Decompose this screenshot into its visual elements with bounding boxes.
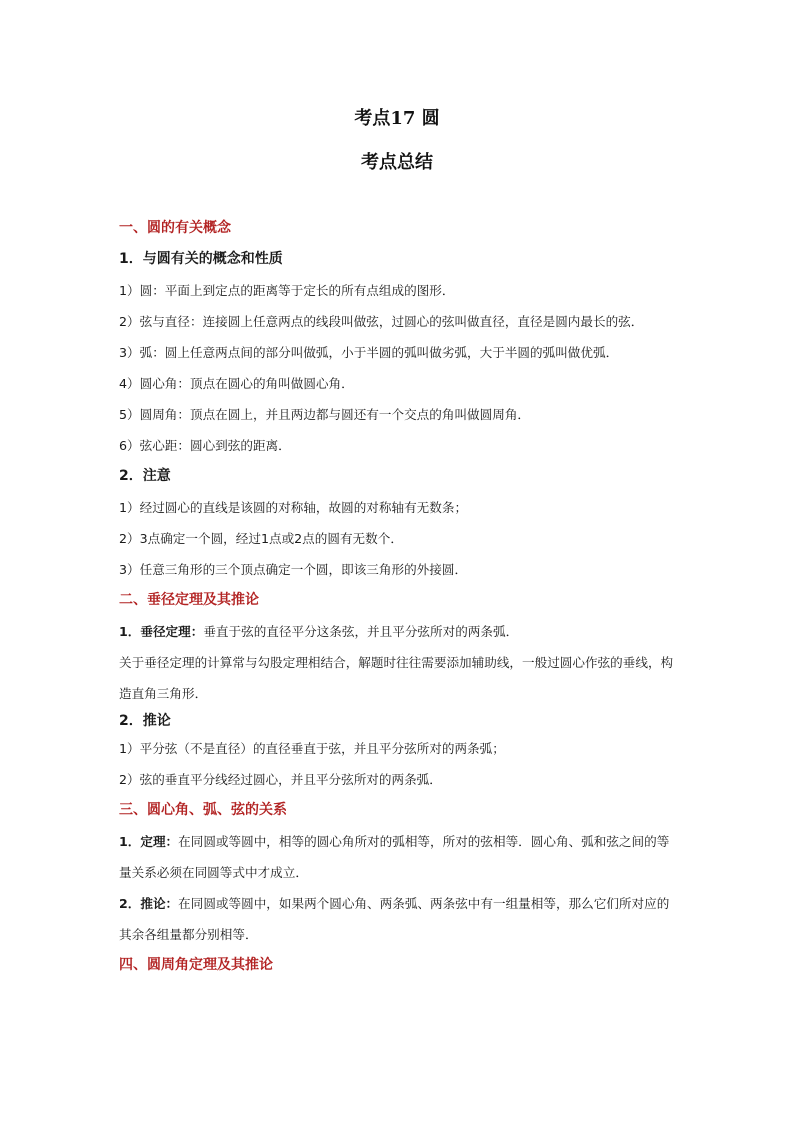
document-body [119,213,679,981]
list-item: 1）经过圆心的直线是该圆的对称轴，故圆的对称轴有无数条； [119,500,468,515]
list-item: 3）弧：圆上任意两点间的部分叫做弧，小于半圆的弧叫做劣弧，大于半圆的弧叫做优弧． [119,345,619,360]
theorem-text: 在同圆或等圆中，相等的圆心角所对的弧相等，所对的弦相等．圆心角、弧和弦之间的等量关系必须在同圆等式中才成立． [119,834,670,880]
theorem-label: 1．定理： [119,834,179,849]
subheading-concepts: 1．与圆有关的概念和性质 [119,251,283,267]
page-title: 考点17 圆 [354,108,440,129]
section-heading-4: 四、圆周角定理及其推论 [119,957,273,973]
page-subtitle: 考点总结 [361,152,433,173]
list-item: 1）平分弦（不是直径）的直径垂直于弦，并且平分弦所对的两条弧； [119,741,505,756]
corollary-text: 在同圆或等圆中，如果两个圆心角、两条弧、两条弦中有一组量相等，那么它们所对应的其余各组量都分别相等． [119,896,670,942]
subheading-corollary: 2．推论 [119,713,171,729]
list-item: 2）弦的垂直平分线经过圆心，并且平分弦所对的两条弧． [119,772,442,787]
section-heading-1: 一、圆的有关概念 [119,220,231,236]
corollary-paragraph [119,888,679,950]
section-heading-2: 二、垂径定理及其推论 [119,592,259,608]
theorem-paragraph [119,826,679,888]
list-item: 6）弦心距：圆心到弦的距离． [119,438,291,453]
section-heading-3: 三、圆心角、弧、弦的关系 [119,802,287,818]
list-item: 2）3点确定一个圆，经过1点或2点的圆有无数个． [119,531,403,546]
list-item: 3）任意三角形的三个顶点确定一个圆，即该三角形的外接圆． [119,562,468,577]
theorem-label: 1．垂径定理： [119,624,204,639]
list-item: 1）圆：平面上到定点的距离等于定长的所有点组成的图形． [119,283,455,298]
theorem-text: 垂直于弦的直径平分这条弦，并且平分弦所对的两条弧． [203,624,519,639]
corollary-label: 2．推论： [119,896,179,911]
theorem-paragraph [119,616,679,647]
list-item: 4）圆心角：顶点在圆心的角叫做圆心角． [119,376,354,391]
list-item: 5）圆周角：顶点在圆上，并且两边都与圆还有一个交点的角叫做圆周角． [119,407,531,422]
subheading-notes: 2．注意 [119,468,171,484]
theorem-note: 关于垂径定理的计算常与勾股定理相结合，解题时往往需要添加辅助线，一般过圆心作弦的垂线，构造直角三角形． [119,655,674,701]
list-item: 2）弦与直径：连接圆上任意两点的线段叫做弦，过圆心的弦叫做直径，直径是圆内最长的弦． [119,314,644,329]
